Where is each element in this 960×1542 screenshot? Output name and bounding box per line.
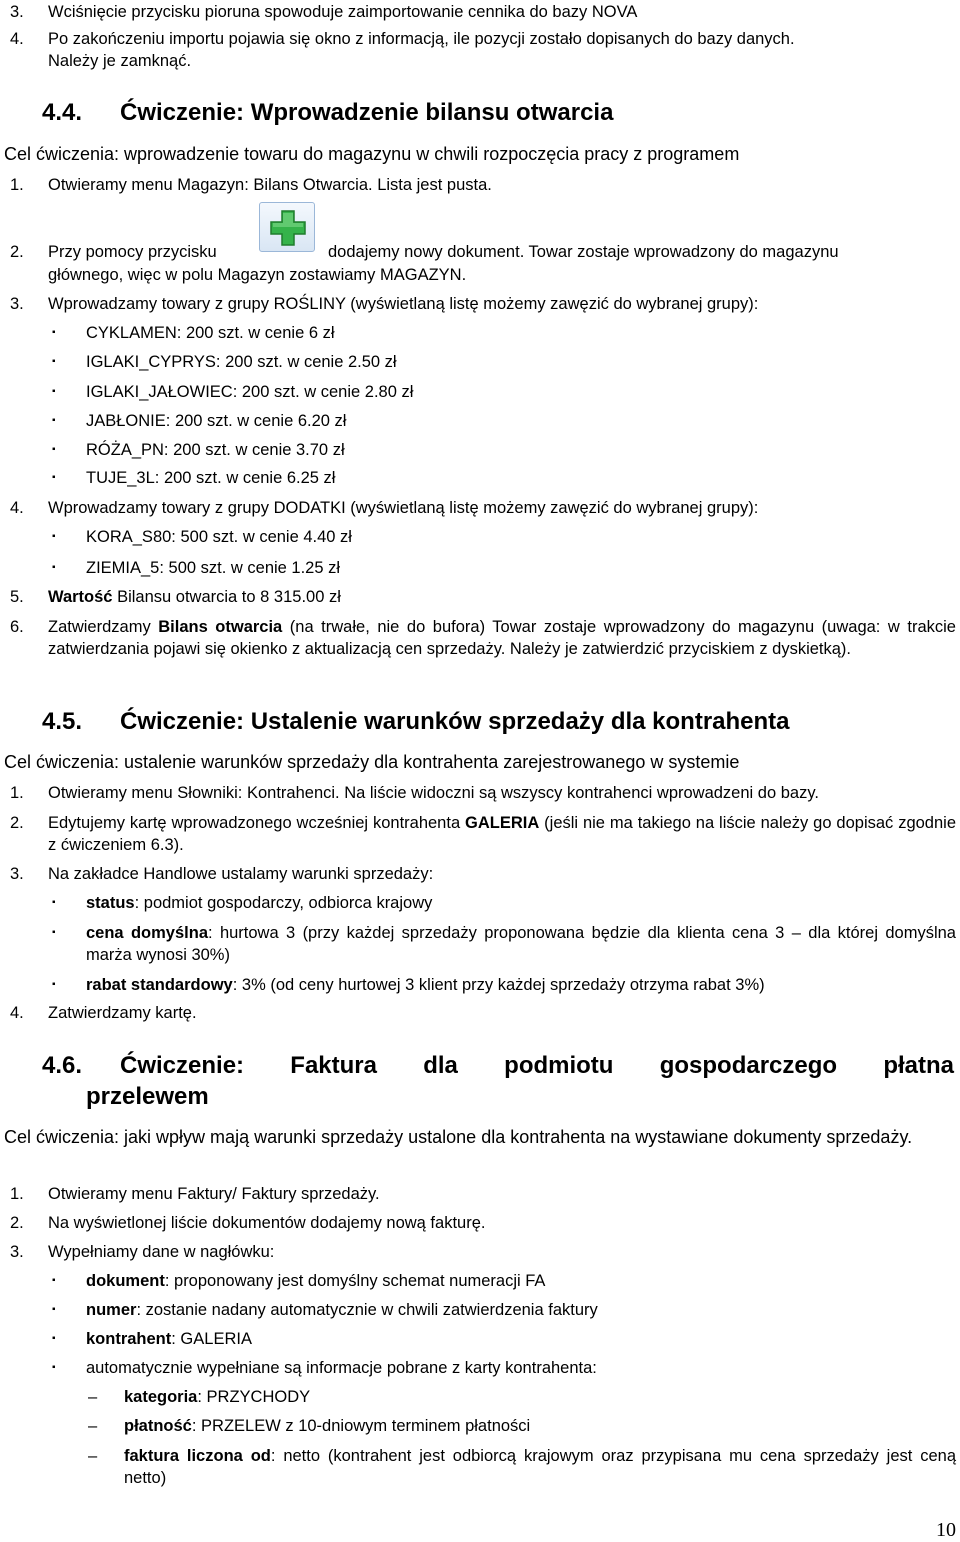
bullet-text: : zostanie nadany automatycznie w chwili zatwierdzenia faktury (136, 1301, 598, 1319)
bullet-icon: ▪ (52, 444, 56, 455)
dash-paragraph (124, 1445, 956, 1489)
bold-term: płatność (124, 1417, 192, 1435)
bullet-text: : hurtowa 3 (przy każdej sprzedaży proponowana będzie dla klienta cena 3 – dla której domyślna marża wynosi 30%) (86, 924, 956, 964)
section-heading (0, 1051, 960, 1081)
item-text: głównego, więc w polu Magazyn zostawiamy MAGAZYN. (48, 266, 467, 284)
section-title: Ćwiczenie: Wprowadzenie bilansu otwarcia (120, 99, 614, 126)
item-number: 3. (10, 865, 24, 883)
dash-text: : netto (kontrahent jest odbiorcą krajowym oraz przypisana mu cena sprzedaży jest ceną netto) (124, 1447, 956, 1487)
item-number: 1. (10, 176, 24, 194)
bullet-text: KORA_S80: 500 szt. w cenie 4.40 zł (86, 528, 352, 546)
item-text: Otwieramy menu Słowniki: Kontrahenci. Na liście widoczni są wszyscy kontrahenci wprowadzeni do bazy. (48, 784, 819, 802)
item-text: Bilansu otwarcia to 8 315.00 zł (112, 588, 341, 606)
item-number: 2. (10, 1214, 24, 1232)
bullet-text: automatycznie wypełniane są informacje pobrane z karty kontrahenta: (86, 1359, 597, 1377)
item-text: Po zakończeniu importu pojawia się okno z informacją, ile pozycji zostało dopisanych do bazy danych. (48, 30, 795, 48)
bullet-text: RÓŻA_PN: 200 szt. w cenie 3.70 zł (86, 441, 345, 459)
item-text: (jeśli nie ma takiego na liście należy go dopisać zgodnie z ćwiczeniem 6.3). (48, 814, 956, 854)
section-number: 4.4. (42, 99, 83, 126)
dash-marker: – (88, 1447, 98, 1465)
bullet-icon: ▪ (52, 1362, 56, 1373)
add-document-button (259, 202, 315, 252)
item-text: Edytujemy kartę wprowadzonego wcześniej kontrahenta (48, 814, 466, 832)
bold-term: cena domyślna (86, 924, 208, 942)
goal-text: Cel ćwiczenia: ustalenie warunków sprzedaży dla kontrahenta zarejestrowanego w systemie (4, 752, 740, 772)
bullet-icon: ▪ (52, 415, 56, 426)
item-number: 2. (10, 814, 24, 832)
item-text: dodajemy nowy dokument. Towar zostaje wprowadzony do magazynu (328, 243, 839, 261)
item-text: Wprowadzamy towary z grupy ROŚLINY (wyświetlaną listę możemy zawęzić do wybranej grupy): (48, 295, 759, 313)
dash-marker: – (88, 1388, 98, 1406)
item-number: 1. (10, 1185, 24, 1203)
bullet-text: : 3% (od ceny hurtowej 3 klient przy każdej sprzedaży otrzyma rabat 3%) (232, 976, 765, 994)
item-number: 5. (10, 588, 24, 606)
bold-term: dokument (86, 1272, 165, 1290)
section-number: 4.5. (42, 708, 83, 735)
bullet-icon: ▪ (52, 356, 56, 367)
dash-text: : PRZYCHODY (197, 1388, 311, 1406)
bullet-text: JABŁONIE: 200 szt. w cenie 6.20 zł (86, 412, 347, 430)
item-number: 1. (10, 784, 24, 802)
bold-term: Bilans otwarcia (158, 618, 283, 636)
bullet-icon: ▪ (52, 927, 56, 938)
bold-term: kategoria (124, 1388, 198, 1406)
item-text: Zatwierdzamy (48, 618, 159, 636)
exercise-goal: Cel ćwiczenia: jaki wpływ mają warunki sprzedaży ustalone dla kontrahenta na wystawiane dokumenty sprzedaży. (4, 1127, 913, 1147)
green-plus-icon (269, 209, 307, 247)
item-paragraph (48, 812, 956, 856)
bullet-icon: ▪ (52, 327, 56, 338)
item-number: 3. (10, 295, 24, 313)
bullet-icon: ▪ (52, 472, 56, 483)
bullet-text: TUJE_3L: 200 szt. w cenie 6.25 zł (86, 469, 336, 487)
item-text: Otwieramy menu Magazyn: Bilans Otwarcia. Lista jest pusta. (48, 176, 492, 194)
bullet-icon: ▪ (52, 1304, 56, 1315)
item-text: Zatwierdzamy kartę. (48, 1004, 197, 1022)
bold-term: kontrahent (86, 1330, 172, 1348)
bullet-icon: ▪ (52, 897, 56, 908)
section-number: 4.6. (42, 1052, 83, 1079)
goal-text: Cel ćwiczenia: wprowadzenie towaru do magazynu w chwili rozpoczęcia pracy z programem (4, 144, 740, 164)
item-text: (na trwałe, nie do bufora) Towar zostaje wprowadzony do magazynu (uwaga: w trakcie zatwierdzania pojawi się okienko z aktualizacją cen sprzedaży. Należy je zatwierdzić przyciskiem z dyskietką). (48, 618, 956, 658)
bullet-icon: ▪ (52, 562, 56, 573)
page-number: 10 (936, 1519, 956, 1541)
bullet-text: ZIEMIA_5: 500 szt. w cenie 1.25 zł (86, 559, 341, 577)
bullet-text: CYKLAMEN: 200 szt. w cenie 6 zł (86, 324, 335, 342)
item-text: Wprowadzamy towary z grupy DODATKI (wyświetlaną listę możemy zawęzić do wybranej grupy): (48, 499, 759, 517)
item-text: Na zakładce Handlowe ustalamy warunki sprzedaży: (48, 865, 434, 883)
section-title: przelewem (86, 1083, 209, 1110)
bullet-icon: ▪ (52, 386, 56, 397)
bold-term: Wartość (48, 588, 113, 606)
item-number: 4. (10, 1004, 24, 1022)
item-text: Wciśnięcie przycisku pioruna spowoduje zaimportowanie cennika do bazy NOVA (48, 3, 638, 21)
dash-marker: – (88, 1417, 98, 1435)
bold-term: GALERIA (465, 814, 540, 832)
bullet-paragraph (86, 922, 956, 966)
section-title: Ćwiczenie: Faktura dla podmiotu gospodarczego płatna (120, 1052, 954, 1079)
bullet-text: : GALERIA (171, 1330, 252, 1348)
bullet-text: IGLAKI_JAŁOWIEC: 200 szt. w cenie 2.80 zł (86, 383, 414, 401)
item-text: Należy je zamknąć. (48, 52, 192, 70)
item-number: 4. (10, 30, 24, 48)
item-number: 6. (10, 618, 24, 636)
bold-term: numer (86, 1301, 137, 1319)
bullet-icon: ▪ (52, 1333, 56, 1344)
bullet-icon: ▪ (52, 1275, 56, 1286)
item-text: Na wyświetlonej liście dokumentów dodajemy nową fakturę. (48, 1214, 486, 1232)
item-number: 3. (10, 3, 24, 21)
item-text: Wypełniamy dane w nagłówku: (48, 1243, 275, 1261)
bold-term: faktura liczona od (124, 1447, 271, 1465)
bullet-text: : proponowany jest domyślny schemat numeracji FA (164, 1272, 546, 1290)
bullet-text: IGLAKI_CYPRYS: 200 szt. w cenie 2.50 zł (86, 353, 397, 371)
bold-term: rabat standardowy (86, 976, 233, 994)
item-number: 3. (10, 1243, 24, 1261)
item-number: 4. (10, 499, 24, 517)
bold-term: status (86, 894, 135, 912)
dash-text: : PRZELEW z 10-dniowym terminem płatności (191, 1417, 531, 1435)
item-paragraph (48, 616, 956, 660)
item-number: 2. (10, 243, 24, 261)
bullet-text: : podmiot gospodarczy, odbiorca krajowy (134, 894, 433, 912)
item-text: Przy pomocy przycisku (48, 243, 217, 261)
item-text: Otwieramy menu Faktury/ Faktury sprzedaży. (48, 1185, 380, 1203)
section-title: Ćwiczenie: Ustalenie warunków sprzedaży dla kontrahenta (120, 708, 790, 735)
bullet-icon: ▪ (52, 531, 56, 542)
bullet-icon: ▪ (52, 979, 56, 990)
